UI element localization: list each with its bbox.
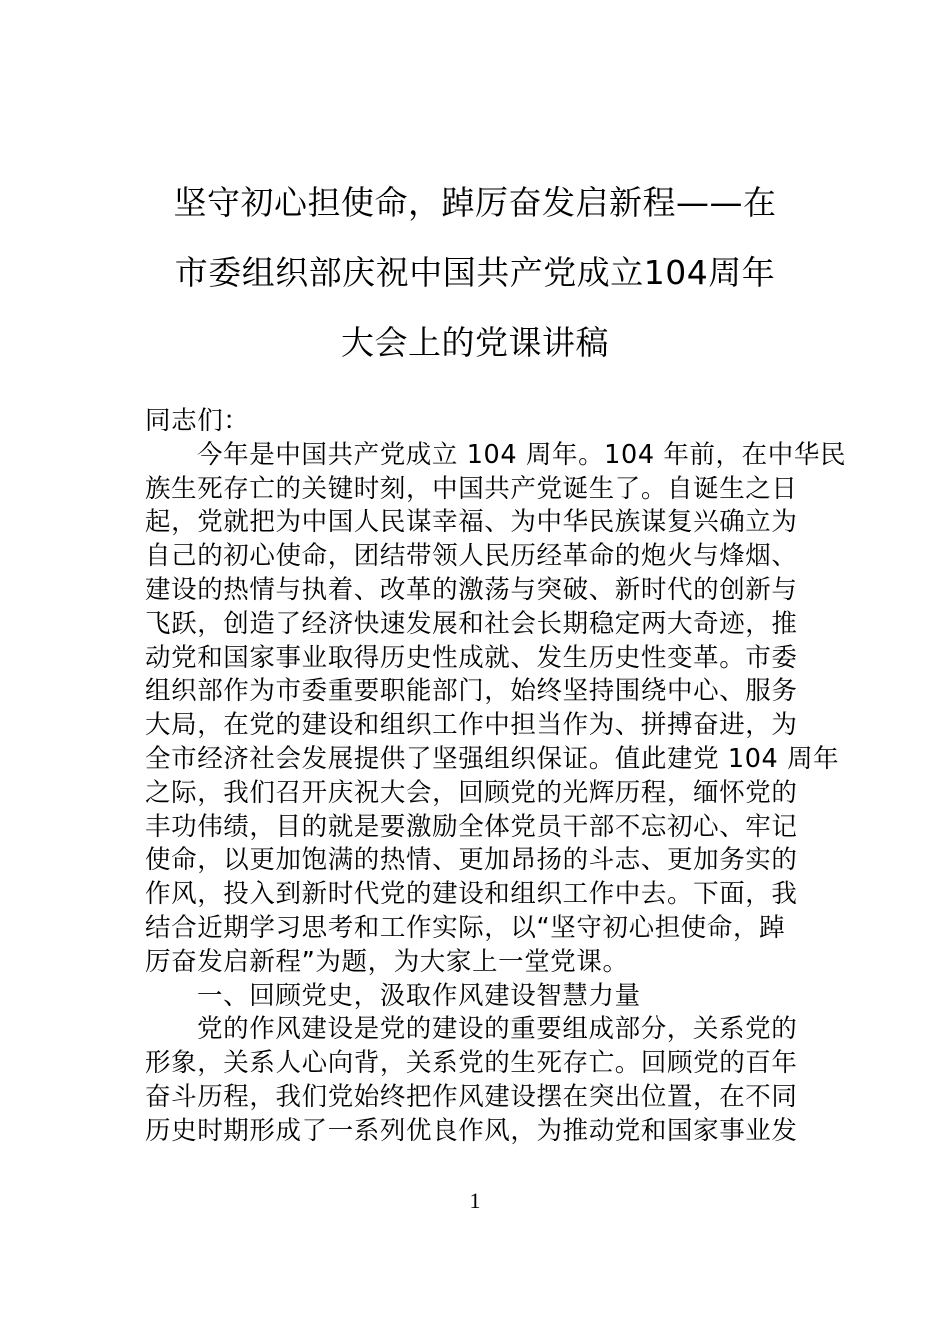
body-line: 自己的初心使命，团结带领人民历经革命的炮火与烽烟、 <box>145 541 798 572</box>
body-line: 今年是中国共产党成立 104 周年。104 年前，在中华民 <box>197 439 847 470</box>
body-line: 建设的热情与执着、改革的激荡与突破、新时代的创新与 <box>145 574 798 605</box>
body-line: 使命，以更加饱满的热情、更加昂扬的斗志、更加务实的 <box>145 845 798 876</box>
body-line: 奋斗历程，我们党始终把作风建设摆在突出位置，在不同 <box>145 1081 798 1112</box>
body-line: 动党和国家事业取得历史性成就、发生历史性变革。市委 <box>145 642 798 673</box>
body-line: 作风，投入到新时代党的建设和组织工作中去。下面，我 <box>145 879 798 910</box>
body-line: 起，党就把为中国人民谋幸福、为中华民族谋复兴确立为 <box>145 507 798 538</box>
document-body <box>145 405 847 1149</box>
title-line: 大会上的党课讲稿 <box>341 323 609 362</box>
page-number: 1 <box>469 1188 481 1213</box>
body-line: 党的作风建设是党的建设的重要组成部分，关系党的 <box>197 1014 798 1045</box>
document-title <box>0 168 950 378</box>
title-line: 坚守初心担使命，踔厉奋发启新程——在 <box>173 183 777 222</box>
body-line: 形象，关系人心向背，关系党的生死存亡。回顾党的百年 <box>145 1048 798 1079</box>
body-line: 大局，在党的建设和组织工作中担当作为、拼搏奋进，为 <box>145 710 798 741</box>
title-line: 市委组织部庆祝中国共产党成立104周年 <box>174 253 776 292</box>
body-line: 结合近期学习思考和工作实际，以“坚守初心担使命，踔 <box>145 912 786 943</box>
body-line: 组织部作为市委重要职能部门，始终坚持围绕中心、服务 <box>145 676 798 707</box>
body-line: 丰功伟绩，目的就是要激励全体党员干部不忘初心、牢记 <box>145 811 798 842</box>
body-line: 族生死存亡的关键时刻，中国共产党诞生了。自诞生之日 <box>145 473 798 504</box>
body-line: 历史时期形成了一系列优良作风，为推动党和国家事业发 <box>145 1115 798 1146</box>
salutation: 同志们： <box>145 406 250 436</box>
body-line: 全市经济社会发展提供了坚强组织保证。值此建党 104 周年 <box>145 743 840 774</box>
body-line: 飞跃，创造了经济快速发展和社会长期稳定两大奇迹，推 <box>145 608 798 639</box>
section-heading: 一、回顾党史，汲取作风建设智慧力量 <box>197 980 641 1011</box>
body-line: 厉奋发启新程”为题，为大家上一堂党课。 <box>145 946 629 977</box>
body-line: 之际，我们召开庆祝大会，回顾党的光辉历程，缅怀党的 <box>145 777 798 808</box>
